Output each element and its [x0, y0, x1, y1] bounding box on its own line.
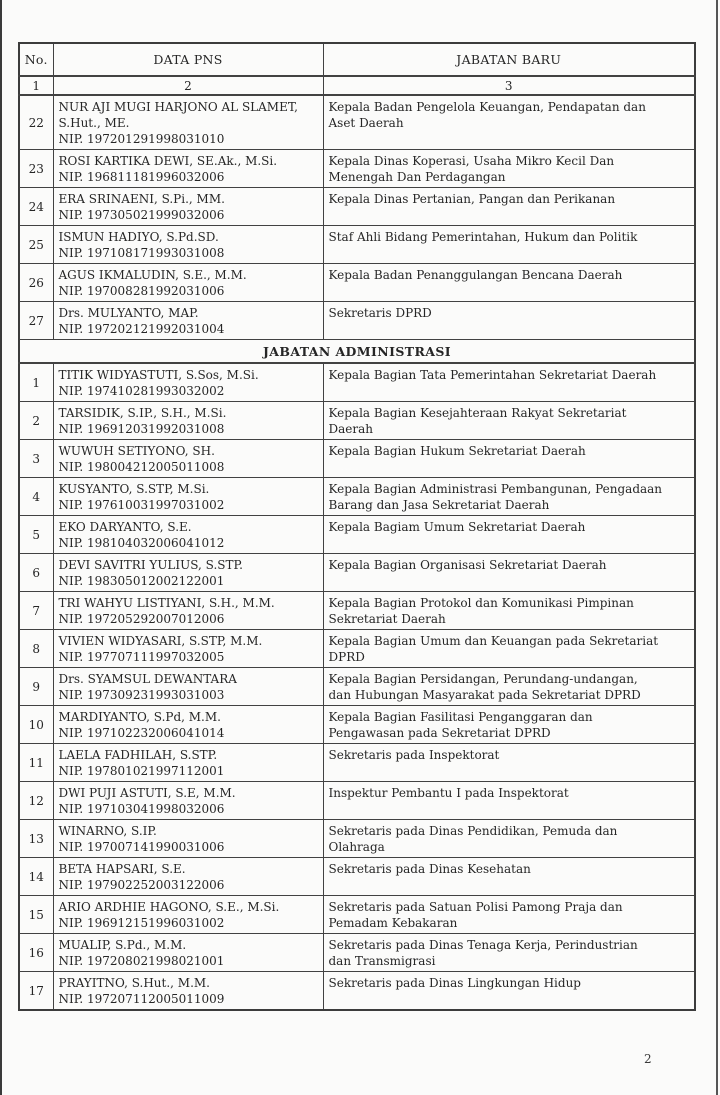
row-number: 22: [19, 95, 53, 150]
pns-name: PRAYITNO, S.Hut., M.M.: [58, 975, 210, 990]
table-row: [19, 516, 695, 554]
pns-name: AGUS IKMALUDIN, S.E., M.M.: [58, 267, 247, 282]
jabatan-cell: Sekretaris pada Dinas Lingkungan Hidup: [323, 972, 695, 1011]
table-row: [19, 592, 695, 630]
table-row: [19, 972, 695, 1011]
jabatan-cell: Kepala Bagian Hukum Sekretariat Daerah: [323, 440, 695, 478]
scan-edge-right: [716, 0, 718, 1095]
row-number: 17: [19, 972, 53, 1011]
pns-name: WUWUH SETIYONO, SH.: [58, 443, 215, 458]
pns-nip: NIP. 197007141990031006: [58, 839, 225, 854]
table-row: [19, 630, 695, 668]
pns-nip: NIP. 198104032006041012: [58, 535, 225, 550]
jabatan-cell: Kepala Bagian Organisasi Sekretariat Daerah: [323, 554, 695, 592]
table-row: [19, 554, 695, 592]
pns-name: BETA HAPSARI, S.E.: [58, 861, 186, 876]
pns-cell: [53, 858, 323, 896]
pns-cell: [53, 302, 323, 340]
jabatan-cell: Kepala Badan Penanggulangan Bencana Daerah: [323, 264, 695, 302]
table-row: [19, 363, 695, 402]
pns-cell: [53, 95, 323, 150]
jabatan-cell: Staf Ahli Bidang Pemerintahan, Hukum dan Politik: [323, 226, 695, 264]
pns-cell: [53, 402, 323, 440]
table-row: [19, 668, 695, 706]
pns-nip: NIP. 197309231993031003: [58, 687, 225, 702]
header-row: [19, 43, 695, 76]
row-number: 7: [19, 592, 53, 630]
row-number: 23: [19, 150, 53, 188]
jabatan-cell: Kepala Bagian Umum dan Keuangan pada Sekretariat DPRD: [323, 630, 695, 668]
pns-nip: NIP. 197410281993032002: [58, 383, 225, 398]
header-data-pns: DATA PNS: [53, 43, 323, 76]
jabatan-cell: Sekretaris DPRD: [323, 302, 695, 340]
pns-name: ERA SRINAENI, S.Pi., MM.: [58, 191, 225, 206]
pns-nip: NIP. 196912151996031002: [58, 915, 225, 930]
row-number: 2: [19, 402, 53, 440]
table-row: [19, 782, 695, 820]
scan-edge-left: [0, 0, 2, 1095]
table-row: [19, 706, 695, 744]
pns-cell: [53, 478, 323, 516]
row-number: 8: [19, 630, 53, 668]
jabatan-cell: Sekretaris pada Inspektorat: [323, 744, 695, 782]
pns-cell: [53, 630, 323, 668]
pns-nip: NIP. 197103041998032006: [58, 801, 225, 816]
row-number: 10: [19, 706, 53, 744]
table-row: [19, 188, 695, 226]
table-row: [19, 934, 695, 972]
jabatan-cell: Sekretaris pada Dinas Pendidikan, Pemuda dan Olahraga: [323, 820, 695, 858]
row-number: 15: [19, 896, 53, 934]
row-number: 3: [19, 440, 53, 478]
pns-name: TITIK WIDYASTUTI, S.Sos, M.Si.: [58, 367, 259, 382]
table-row: [19, 896, 695, 934]
pns-nip: NIP. 197102232006041014: [58, 725, 225, 740]
pns-name: MUALIP, S.Pd., M.M.: [58, 937, 187, 952]
table-row: [19, 858, 695, 896]
pns-nip: NIP. 197305021999032006: [58, 207, 225, 222]
header-no: No.: [19, 43, 53, 76]
column-number-1: 1: [19, 76, 53, 95]
jabatan-cell: Kepala Badan Pengelola Keuangan, Pendapatan dan Aset Daerah: [323, 95, 695, 150]
pns-name: NUR AJI MUGI HARJONO AL SLAMET, S.Hut., ME.: [58, 99, 298, 130]
table-row: [19, 440, 695, 478]
pns-name: EKO DARYANTO, S.E.: [58, 519, 192, 534]
jabatan-cell: Kepala Bagiam Umum Sekretariat Daerah: [323, 516, 695, 554]
pns-name: WINARNO, S.IP.: [58, 823, 157, 838]
pns-nip: NIP. 197205292007012006: [58, 611, 225, 626]
pns-name: Drs. MULYANTO, MAP.: [58, 305, 199, 320]
table-row: [19, 95, 695, 150]
row-number: 9: [19, 668, 53, 706]
pns-nip: NIP. 197108171993031008: [58, 245, 225, 260]
pns-cell: [53, 592, 323, 630]
section-title-jabatan-administrasi: JABATAN ADMINISTRASI: [19, 340, 695, 364]
row-number: 1: [19, 363, 53, 402]
pns-cell: [53, 554, 323, 592]
table-header: [19, 43, 695, 95]
table-row: [19, 478, 695, 516]
jabatan-cell: Kepala Bagian Fasilitasi Penganggaran dan Pengawasan pada Sekretariat DPRD: [323, 706, 695, 744]
row-number: 5: [19, 516, 53, 554]
column-number-3: 3: [323, 76, 695, 95]
pns-cell: [53, 706, 323, 744]
row-number: 25: [19, 226, 53, 264]
pns-cell: [53, 744, 323, 782]
table-row: [19, 820, 695, 858]
pns-cell: [53, 264, 323, 302]
pns-name: ROSI KARTIKA DEWI, SE.Ak., M.Si.: [58, 153, 278, 168]
pns-nip: NIP. 197202121992031004: [58, 321, 225, 336]
pns-nip: NIP. 197008281992031006: [58, 283, 225, 298]
row-number: 24: [19, 188, 53, 226]
pns-name: DEVI SAVITRI YULIUS, S.STP.: [58, 557, 243, 572]
pns-name: Drs. SYAMSUL DEWANTARA: [58, 671, 237, 686]
column-number-row: [19, 76, 695, 95]
jabatan-cell: Inspektur Pembantu I pada Inspektorat: [323, 782, 695, 820]
page-number: 2: [644, 1052, 652, 1066]
section-continued-rows: [19, 95, 695, 340]
pns-name: TRI WAHYU LISTIYANI, S.H., M.M.: [58, 595, 275, 610]
pns-cell: [53, 934, 323, 972]
pns-cell: [53, 516, 323, 554]
jabatan-cell: Kepala Bagian Persidangan, Perundang-undangan, dan Hubungan Masyarakat pada Sekretariat DPRD: [323, 668, 695, 706]
pns-nip: NIP. 196811181996032006: [58, 169, 225, 184]
pns-nip: NIP. 198305012002122001: [58, 573, 225, 588]
row-number: 6: [19, 554, 53, 592]
pns-cell: [53, 668, 323, 706]
pns-name: LAELA FADHILAH, S.STP.: [58, 747, 218, 762]
pns-nip: NIP. 197801021997112001: [58, 763, 225, 778]
row-number: 14: [19, 858, 53, 896]
table-row: [19, 150, 695, 188]
pns-cell: [53, 896, 323, 934]
pns-nip: NIP. 197902252003122006: [58, 877, 225, 892]
row-number: 16: [19, 934, 53, 972]
jabatan-cell: Kepala Bagian Administrasi Pembangunan, Pengadaan Barang dan Jasa Sekretariat Daerah: [323, 478, 695, 516]
jabatan-cell: Kepala Dinas Pertanian, Pangan dan Perikanan: [323, 188, 695, 226]
pns-name: KUSYANTO, S.STP, M.Si.: [58, 481, 210, 496]
pns-cell: [53, 972, 323, 1011]
pns-name: MARDIYANTO, S.Pd, M.M.: [58, 709, 221, 724]
column-number-2: 2: [53, 76, 323, 95]
table-row: [19, 402, 695, 440]
pns-name: TARSIDIK, S.IP., S.H., M.Si.: [58, 405, 227, 420]
pns-cell: [53, 150, 323, 188]
pns-nip: NIP. 197707111997032005: [58, 649, 225, 664]
pns-name: ARIO ARDHIE HAGONO, S.E., M.Si.: [58, 899, 280, 914]
pns-cell: [53, 782, 323, 820]
table-row: [19, 226, 695, 264]
pns-nip: NIP. 198004212005011008: [58, 459, 225, 474]
table-row: [19, 744, 695, 782]
row-number: 4: [19, 478, 53, 516]
pns-cell: [53, 226, 323, 264]
pns-cell: [53, 188, 323, 226]
header-jabatan-baru: JABATAN BARU: [323, 43, 695, 76]
row-number: 26: [19, 264, 53, 302]
pns-name: DWI PUJI ASTUTI, S.E, M.M.: [58, 785, 236, 800]
row-number: 11: [19, 744, 53, 782]
row-number: 13: [19, 820, 53, 858]
jabatan-cell: Sekretaris pada Satuan Polisi Pamong Praja dan Pemadam Kebakaran: [323, 896, 695, 934]
jabatan-cell: Kepala Bagian Kesejahteraan Rakyat Sekretariat Daerah: [323, 402, 695, 440]
jabatan-cell: Kepala Bagian Protokol dan Komunikasi Pimpinan Sekretariat Daerah: [323, 592, 695, 630]
pns-cell: [53, 440, 323, 478]
pns-nip: NIP. 197610031997031002: [58, 497, 225, 512]
pns-cell: [53, 820, 323, 858]
pns-assignment-table: [18, 42, 696, 1011]
row-number: 27: [19, 302, 53, 340]
row-number: 12: [19, 782, 53, 820]
jabatan-cell: Sekretaris pada Dinas Tenaga Kerja, Perindustrian dan Transmigrasi: [323, 934, 695, 972]
pns-cell: [53, 363, 323, 402]
pns-nip: NIP. 197208021998021001: [58, 953, 225, 968]
jabatan-cell: Sekretaris pada Dinas Kesehatan: [323, 858, 695, 896]
section-title-row: [19, 340, 695, 364]
pns-name: ISMUN HADIYO, S.Pd.SD.: [58, 229, 219, 244]
pns-nip: NIP. 196912031992031008: [58, 421, 225, 436]
jabatan-cell: Kepala Dinas Koperasi, Usaha Mikro Kecil Dan Menengah Dan Perdagangan: [323, 150, 695, 188]
section-title-body: [19, 340, 695, 364]
section-administrasi-rows: [19, 363, 695, 1010]
table-row: [19, 264, 695, 302]
jabatan-cell: Kepala Bagian Tata Pemerintahan Sekretariat Daerah: [323, 363, 695, 402]
pns-nip: NIP. 197207112005011009: [58, 991, 225, 1006]
pns-name: VIVIEN WIDYASARI, S.STP, M.M.: [58, 633, 263, 648]
pns-nip: NIP. 197201291998031010: [58, 131, 225, 146]
table-row: [19, 302, 695, 340]
